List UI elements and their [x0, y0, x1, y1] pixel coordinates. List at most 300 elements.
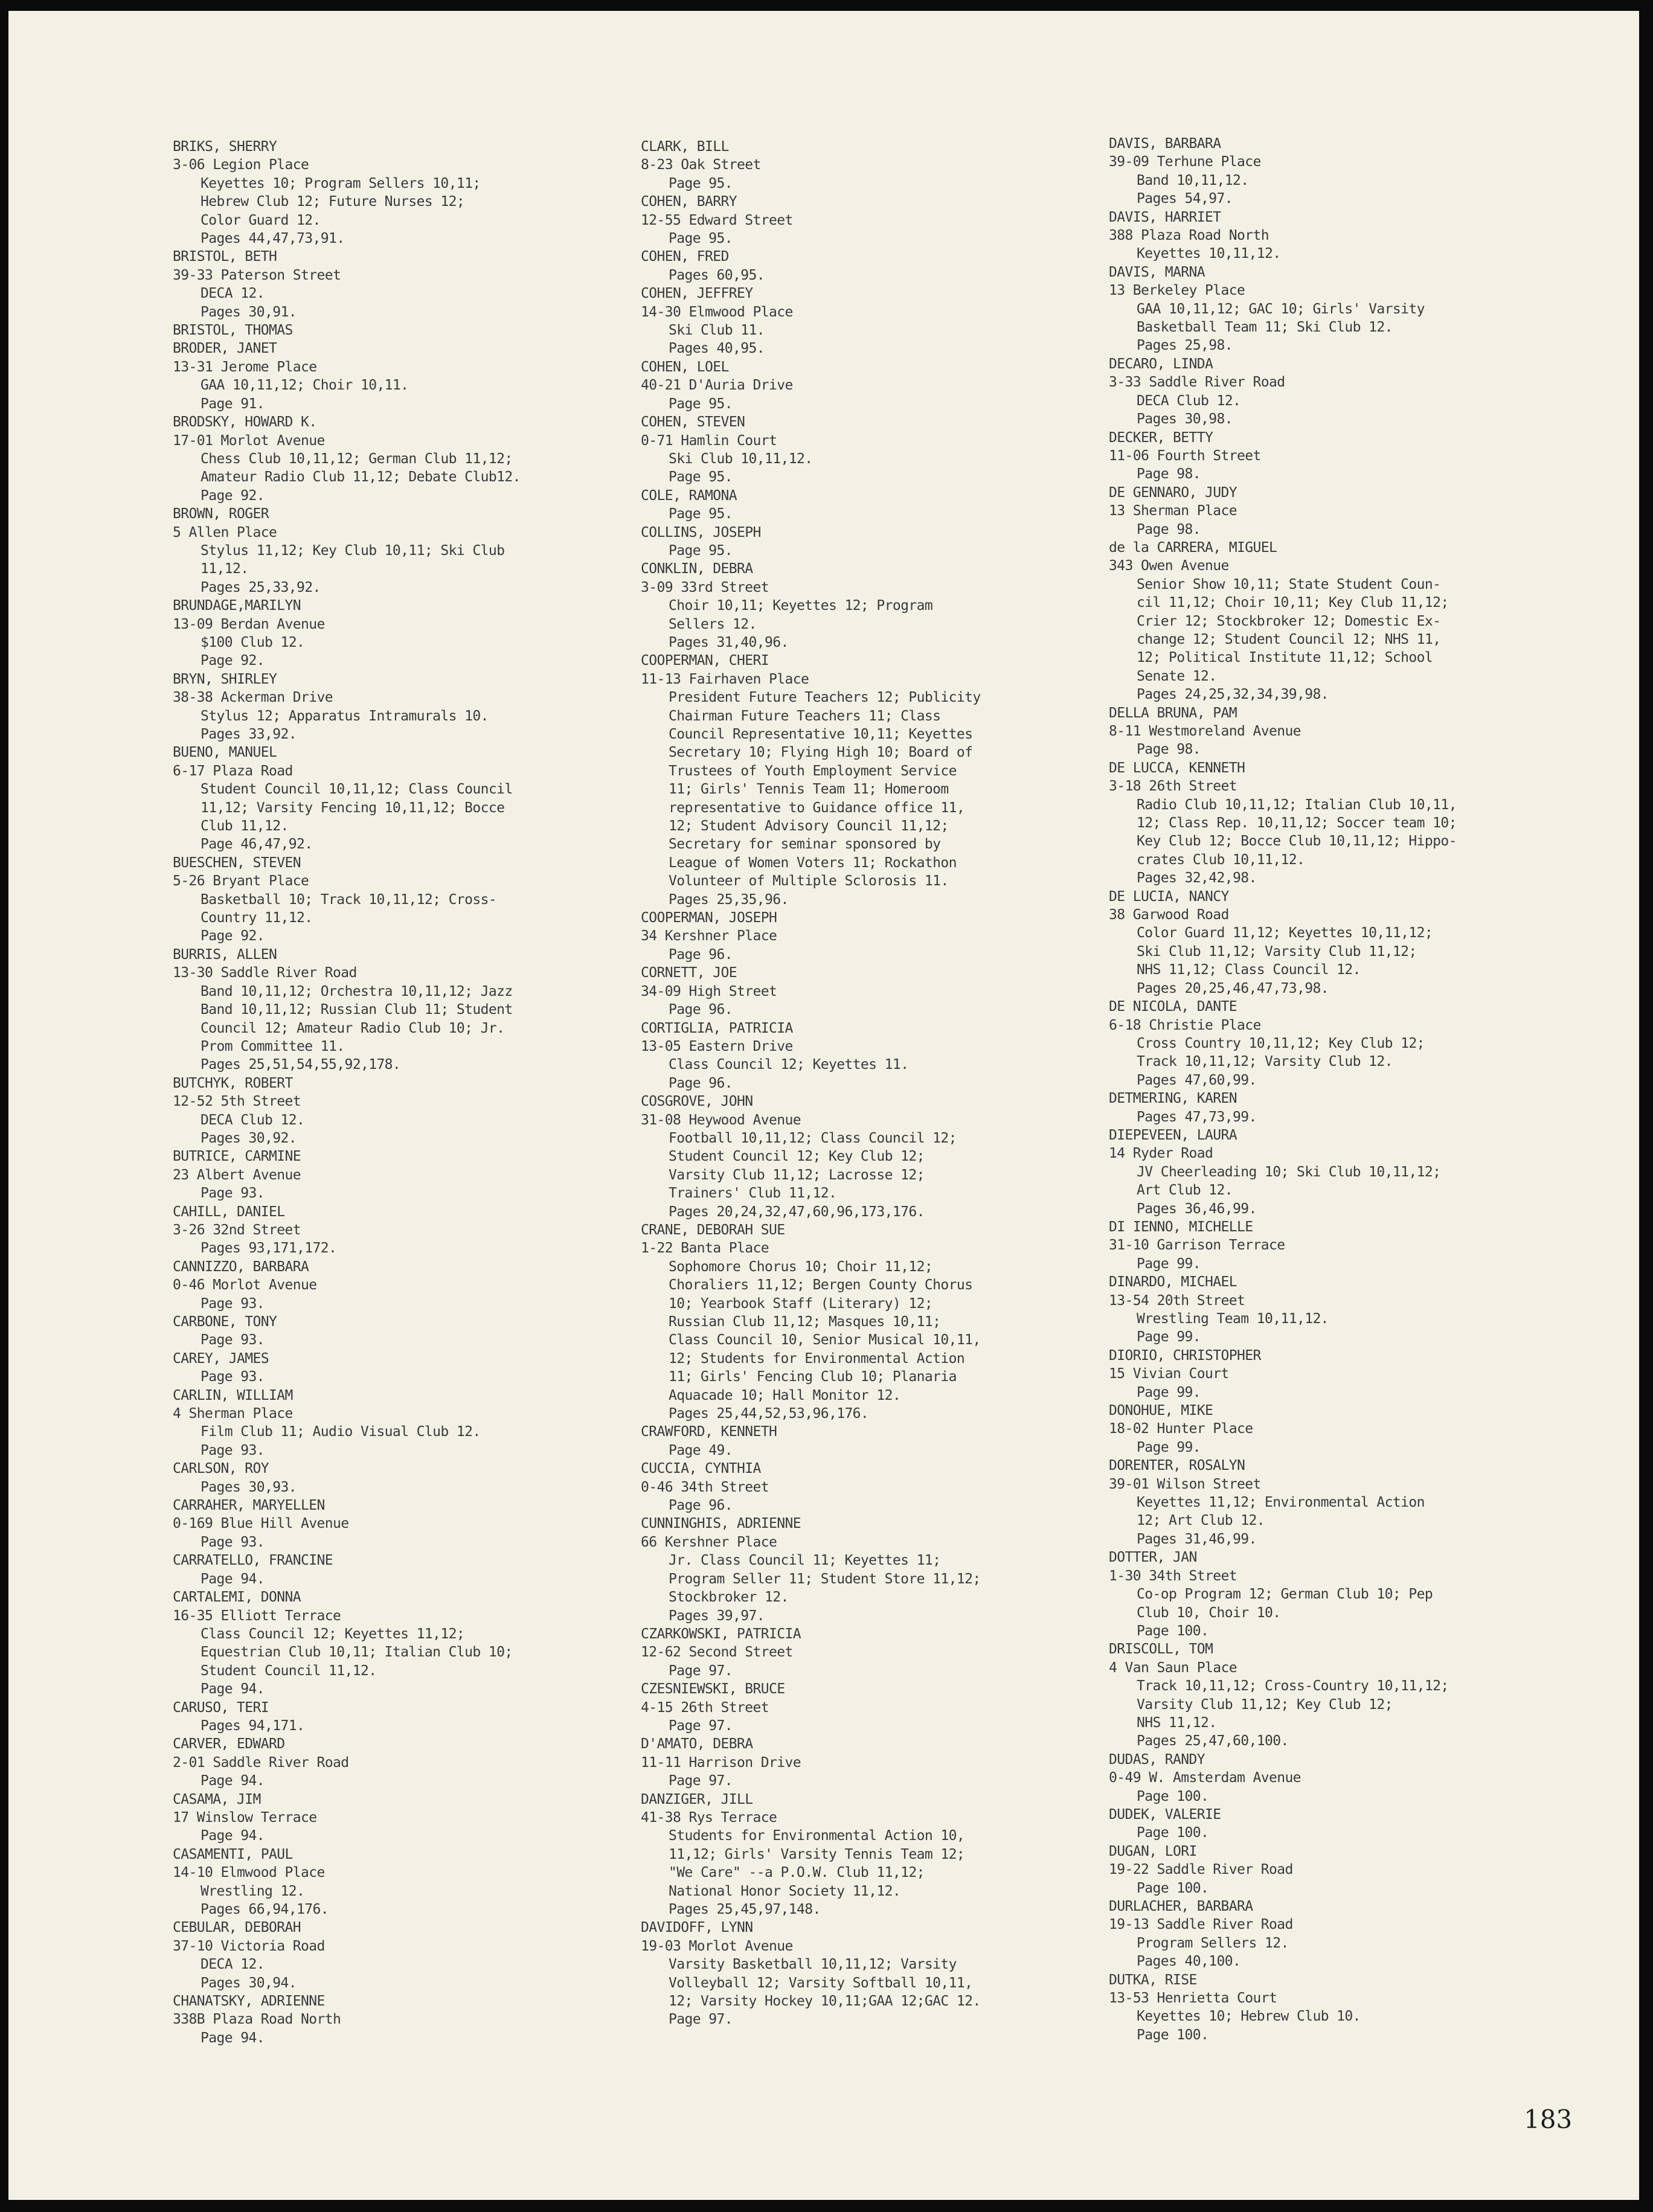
student-name: COOPERMAN, CHERI: [641, 653, 769, 669]
student-name: CAHILL, DANIEL: [173, 1204, 285, 1220]
activity-line: Page 100.: [1137, 1880, 1209, 1896]
student-address: 8-23 Oak Street: [641, 157, 761, 173]
student-address: 38 Garwood Road: [1109, 907, 1229, 923]
activity-line: Pages 25,45,97,148.: [669, 1902, 821, 1917]
activity-line: Key Club 12; Bocce Club 10,11,12; Hippo-: [1137, 833, 1457, 850]
index-entry: [1109, 208, 1568, 263]
index-column-2: [641, 138, 1100, 2029]
index-entry: [641, 358, 1100, 413]
activity-line: Hebrew Club 12; Future Nurses 12;: [201, 194, 465, 210]
index-entry: [641, 909, 1100, 964]
activity-line: Pages 93,171,172.: [201, 1240, 337, 1257]
index-entry: [1109, 1640, 1568, 1750]
student-address: 15 Vivian Court: [1109, 1366, 1229, 1382]
student-name: CORTIGLIA, PATRICIA: [641, 1020, 793, 1036]
activity-line: Page 100.: [1137, 1788, 1209, 1804]
index-entry: [173, 1074, 632, 1148]
student-address: 0-46 34th Street: [641, 1479, 769, 1495]
activity-line: Band 10,11,12.: [1137, 172, 1249, 188]
activity-line: DECA 12.: [201, 286, 265, 302]
index-entry: [173, 321, 632, 339]
student-address: 11-13 Fairhaven Place: [641, 671, 809, 687]
activity-line: NHS 11,12; Class Council 12.: [1137, 962, 1361, 978]
activity-line: Page 93.: [201, 1534, 265, 1550]
activity-line: Page 99.: [1137, 1384, 1201, 1400]
index-entry: [1109, 263, 1568, 355]
activity-line: Pages 40,100.: [1137, 1954, 1241, 1970]
index-entry: [1109, 1751, 1568, 1806]
student-name: CANNIZZO, BARBARA: [173, 1258, 309, 1275]
student-address: 338B Plaza Road North: [173, 2012, 341, 2028]
index-entry: [173, 413, 632, 505]
activity-line: Pages 25,33,92.: [201, 579, 321, 595]
index-entry: [1109, 998, 1568, 1089]
activity-line: Keyettes 10; Program Sellers 10,11;: [201, 175, 481, 191]
activity-line: DECA Club 12.: [201, 1112, 305, 1128]
activity-line: Student Council 12; Key Club 12;: [669, 1149, 925, 1165]
activity-line: Varsity Club 11,12; Key Club 12;: [1137, 1696, 1393, 1713]
student-name: CZARKOWSKI, PATRICIA: [641, 1626, 801, 1642]
activity-line: League of Women Voters 11; Rockathon: [669, 854, 957, 871]
activity-line: 11; Girls' Fencing Club 10; Planaria: [669, 1369, 957, 1385]
student-name: CARLIN, WILLIAM: [173, 1387, 293, 1403]
activity-line: Page 95.: [669, 542, 733, 559]
activity-line: Pages 25,44,52,53,96,176.: [669, 1406, 869, 1422]
student-name: CARRAHER, MARYELLEN: [173, 1498, 325, 1514]
student-name: CARUSO, TERI: [173, 1699, 269, 1716]
student-address: 11-11 Harrison Drive: [641, 1754, 801, 1771]
index-entry: [173, 1387, 632, 1460]
activity-line: Page 96.: [669, 1075, 733, 1091]
index-entry: [641, 560, 1100, 652]
activity-line: GAA 10,11,12; Choir 10,11.: [201, 377, 409, 394]
activity-line: 12; Class Rep. 10,11,12; Soccer team 10;: [1137, 815, 1457, 832]
index-entry: [173, 1313, 632, 1350]
student-address: 0-169 Blue Hill Avenue: [173, 1516, 349, 1532]
index-entry: [1109, 704, 1568, 759]
student-address: 343 Owen Avenue: [1109, 558, 1229, 574]
activity-line: Pages 30,92.: [201, 1130, 297, 1146]
student-address: 4-15 26th Street: [641, 1699, 769, 1716]
student-address: 31-08 Heywood Avenue: [641, 1112, 801, 1128]
activity-line: Senior Show 10,11; State Student Coun-: [1137, 576, 1441, 592]
activity-line: Color Guard 12.: [201, 212, 321, 228]
student-name: CRANE, DEBORAH SUE: [641, 1222, 785, 1238]
activity-line: Page 97.: [669, 1773, 733, 1789]
activity-line: Varsity Basketball 10,11,12; Varsity: [669, 1957, 957, 1973]
activity-line: Student Council 11,12.: [201, 1662, 377, 1679]
activity-line: Pages 20,24,32,47,60,96,173,176.: [669, 1204, 925, 1220]
student-name: DE GENNARO, JUDY: [1109, 484, 1237, 501]
student-address: 4 Sherman Place: [173, 1406, 293, 1422]
activity-line: cil 11,12; Choir 10,11; Key Club 11,12;: [1137, 595, 1449, 611]
activity-line: Pages 25,98.: [1137, 338, 1233, 354]
index-entry: [641, 1460, 1100, 1515]
index-entry: [641, 487, 1100, 524]
index-entry: [1109, 1457, 1568, 1548]
activity-line: Pages 32,42,98.: [1137, 870, 1257, 886]
student-address: 34 Kershner Place: [641, 928, 777, 944]
student-address: 6-18 Christie Place: [1109, 1017, 1261, 1033]
activity-line: Page 100.: [1137, 1623, 1209, 1639]
activity-line: Choraliers 11,12; Bergen County Chorus: [669, 1277, 973, 1294]
activity-line: Track 10,11,12; Cross-Country 10,11,12;: [1137, 1678, 1449, 1694]
student-address: 3-18 26th Street: [1109, 778, 1237, 795]
student-name: CONKLIN, DEBRA: [641, 561, 753, 577]
activity-line: Pages 44,47,73,91.: [201, 231, 345, 247]
student-address: 13-31 Jerome Place: [173, 359, 317, 375]
activity-line: Page 98.: [1137, 466, 1201, 482]
student-name: DAVIS, MARNA: [1109, 264, 1205, 280]
activity-line: Country 11,12.: [201, 910, 313, 926]
activity-line: Pages 33,92.: [201, 726, 297, 742]
index-entry: [641, 1221, 1100, 1423]
student-name: CARTALEMI, DONNA: [173, 1589, 301, 1606]
student-address: 40-21 D'Auria Drive: [641, 377, 793, 394]
activity-line: DECA 12.: [201, 1957, 265, 1973]
student-name: CARRATELLO, FRANCINE: [173, 1553, 333, 1569]
student-name: COOPERMAN, JOSEPH: [641, 910, 777, 926]
student-address: 12-62 Second Street: [641, 1644, 793, 1661]
student-name: DECKER, BETTY: [1109, 429, 1213, 446]
activity-line: Page 94.: [201, 1773, 265, 1789]
index-entry: [173, 1350, 632, 1387]
activity-line: Students for Environmental Action 10,: [669, 1828, 965, 1844]
index-entry: [1109, 759, 1568, 888]
index-entry: [173, 946, 632, 1074]
activity-line: Volunteer of Multiple Sclorosis 11.: [669, 873, 949, 890]
index-entry: [1109, 135, 1568, 208]
index-entry: [1109, 539, 1568, 704]
activity-line: Basketball Team 11; Ski Club 12.: [1137, 319, 1393, 336]
activity-line: 11,12; Girls' Varsity Tennis Team 12;: [669, 1846, 965, 1862]
student-name: DOTTER, JAN: [1109, 1550, 1197, 1566]
student-name: CARLSON, ROY: [173, 1461, 269, 1477]
student-address: 14-30 Elmwood Place: [641, 304, 793, 320]
index-entry: [1109, 1402, 1568, 1457]
index-entry: [173, 670, 632, 744]
activity-line: Page 93.: [201, 1332, 265, 1348]
index-entry: [173, 743, 632, 853]
activity-line: Pages 36,46,99.: [1137, 1201, 1257, 1217]
activity-line: Stylus 12; Apparatus Intramurals 10.: [201, 708, 489, 724]
activity-line: Film Club 11; Audio Visual Club 12.: [201, 1424, 481, 1440]
index-entry: [1109, 1273, 1568, 1347]
student-address: 38-38 Ackerman Drive: [173, 690, 333, 706]
index-entry: [173, 854, 632, 946]
index-entry: [1109, 1548, 1568, 1640]
student-address: 5-26 Bryant Place: [173, 873, 309, 890]
activity-line: GAA 10,11,12; GAC 10; Girls' Varsity: [1137, 301, 1425, 317]
student-address: 19-03 Morlot Avenue: [641, 1938, 793, 1954]
student-name: DONOHUE, MIKE: [1109, 1403, 1213, 1419]
activity-line: Equestrian Club 10,11; Italian Club 10;: [201, 1644, 513, 1661]
index-entry: [1109, 1842, 1568, 1897]
activity-line: Page 94.: [201, 1681, 265, 1697]
student-name: BRISTOL, BETH: [173, 249, 277, 265]
student-name: CUCCIA, CYNTHIA: [641, 1461, 761, 1477]
student-name: COSGROVE, JOHN: [641, 1094, 753, 1110]
activity-line: 12; Varsity Hockey 10,11;GAA 12;GAC 12.: [669, 1993, 981, 2010]
student-address: 388 Plaza Road North: [1109, 228, 1269, 244]
index-entry: [1109, 888, 1568, 998]
activity-line: Page 96.: [669, 1002, 733, 1018]
activity-line: Pages 20,25,46,47,73,98.: [1137, 980, 1329, 996]
student-name: DURLACHER, BARBARA: [1109, 1899, 1253, 1914]
index-entry: [173, 1203, 632, 1258]
activity-line: Keyettes 11,12; Environmental Action: [1137, 1495, 1425, 1511]
student-name: BRIKS, SHERRY: [173, 139, 277, 155]
student-name: CLARK, BILL: [641, 139, 729, 155]
student-name: DRISCOLL, TOM: [1109, 1641, 1213, 1658]
student-name: DANZIGER, JILL: [641, 1791, 753, 1807]
activity-line: Pages 30,94.: [201, 1975, 297, 1991]
activity-line: Senate 12.: [1137, 668, 1217, 684]
student-name: BURRIS, ALLEN: [173, 946, 277, 963]
student-name: COHEN, BARRY: [641, 194, 737, 210]
student-name: CUNNINGHIS, ADRIENNE: [641, 1516, 801, 1532]
yearbook-index-page: [8, 11, 1639, 2200]
student-name: CASAMA, JIM: [173, 1791, 261, 1807]
index-entry: [173, 1735, 632, 1790]
activity-line: President Future Teachers 12; Publicity: [669, 690, 981, 706]
activity-line: Pages 60,95.: [669, 267, 765, 283]
activity-line: 11; Girls' Tennis Team 11; Homeroom: [669, 781, 949, 798]
activity-line: Pages 25,35,96.: [669, 891, 789, 908]
activity-line: Page 92.: [201, 653, 265, 669]
activity-line: Cross Country 10,11,12; Key Club 12;: [1137, 1035, 1425, 1051]
index-entry: [1109, 1347, 1568, 1402]
student-address: 0-46 Morlot Avenue: [173, 1277, 317, 1294]
student-name: COHEN, STEVEN: [641, 414, 745, 431]
index-entry: [173, 248, 632, 321]
activity-line: Pages 54,97.: [1137, 191, 1233, 207]
student-name: D'AMATO, DEBRA: [641, 1736, 753, 1752]
student-name: BRODSKY, HOWARD K.: [173, 414, 317, 431]
student-address: 5 Allen Place: [173, 524, 277, 540]
student-name: BRISTOL, THOMAS: [173, 322, 293, 339]
activity-line: Page 99.: [1137, 1329, 1201, 1345]
student-address: 17-01 Morlot Avenue: [173, 432, 325, 449]
index-entry: [173, 339, 632, 413]
activity-line: Ski Club 11.: [669, 322, 765, 339]
index-entry: [173, 1992, 632, 2047]
student-address: 18-02 Hunter Place: [1109, 1421, 1253, 1437]
activity-line: Page 94.: [201, 2030, 265, 2046]
activity-line: Varsity Club 11,12; Lacrosse 12;: [669, 1167, 925, 1183]
activity-line: Trustees of Youth Employment Service: [669, 763, 957, 779]
index-entry: [173, 1551, 632, 1588]
student-name: COHEN, FRED: [641, 249, 729, 265]
index-entry: [641, 1092, 1100, 1221]
activity-line: Secretary 10; Flying High 10; Board of: [669, 745, 973, 761]
activity-line: 11,12; Varsity Fencing 10,11,12; Bocce: [201, 800, 505, 816]
page-number: 183: [1524, 2105, 1573, 2134]
activity-line: Aquacade 10; Hall Monitor 12.: [669, 1387, 901, 1403]
activity-line: Band 10,11,12; Orchestra 10,11,12; Jazz: [201, 983, 513, 999]
index-entry: [173, 1258, 632, 1313]
student-name: DE LUCCA, KENNETH: [1109, 760, 1245, 776]
student-name: DE LUCIA, NANCY: [1109, 888, 1229, 905]
student-address: 34-09 High Street: [641, 983, 777, 999]
index-entry: [641, 1735, 1100, 1790]
index-entry: [1109, 484, 1568, 539]
student-address: 13-30 Saddle River Road: [173, 965, 357, 981]
activity-line: Page 46,47,92.: [201, 836, 313, 853]
student-address: 1-30 34th Street: [1109, 1568, 1237, 1584]
student-name: BRUNDAGE,MARILYN: [173, 598, 301, 614]
student-name: BRODER, JANET: [173, 341, 277, 357]
index-entry: [641, 248, 1100, 284]
index-entry: [641, 413, 1100, 487]
activity-line: representative to Guidance office 11,: [669, 800, 965, 816]
activity-line: Pages 39,97.: [669, 1608, 765, 1624]
activity-line: Page 99.: [1137, 1439, 1201, 1455]
activity-line: Co-op Program 12; German Club 10; Pep: [1137, 1586, 1433, 1603]
activity-line: Pages 31,40,96.: [669, 634, 789, 650]
index-entry: [1109, 1971, 1568, 2045]
student-name: DI IENNO, MICHELLE: [1109, 1219, 1253, 1235]
activity-line: Art Club 12.: [1137, 1182, 1233, 1199]
index-entry: [173, 1845, 632, 1919]
activity-line: Student Council 10,11,12; Class Council: [201, 781, 513, 798]
student-name: DAVIDOFF, LYNN: [641, 1920, 753, 1936]
activity-line: Volleyball 12; Varsity Softball 10,11,: [669, 1975, 973, 1991]
activity-line: Page 96.: [669, 1498, 733, 1514]
student-address: 17 Winslow Terrace: [173, 1809, 317, 1826]
student-name: DIORIO, CHRISTOPHER: [1109, 1347, 1261, 1364]
student-address: 14-10 Elmwood Place: [173, 1865, 325, 1881]
index-entry: [641, 1680, 1100, 1735]
student-address: 6-17 Plaza Road: [173, 763, 293, 779]
activity-line: Club 11,12.: [201, 818, 289, 835]
student-name: DUDEK, VALERIE: [1109, 1806, 1221, 1822]
student-name: DAVIS, BARBARA: [1109, 136, 1221, 152]
activity-line: Russian Club 11,12; Masques 10,11;: [669, 1314, 941, 1330]
student-address: 2-01 Saddle River Road: [173, 1754, 349, 1771]
student-address: 16-35 Elliott Terrace: [173, 1608, 341, 1624]
student-address: 12-52 5th Street: [173, 1094, 301, 1110]
student-address: 4 Van Saun Place: [1109, 1659, 1237, 1676]
index-entry: [641, 524, 1100, 560]
student-address: 37-10 Victoria Road: [173, 1938, 325, 1954]
activity-line: Page 91.: [201, 396, 265, 412]
index-entry: [173, 1460, 632, 1496]
index-entry: [1109, 1897, 1568, 1971]
student-name: DECARO, LINDA: [1109, 356, 1213, 372]
activity-line: Page 97.: [669, 2012, 733, 2028]
activity-line: Trainers' Club 11,12.: [669, 1185, 837, 1202]
activity-line: Sophomore Chorus 10; Choir 11,12;: [669, 1258, 933, 1275]
student-address: 12-55 Edward Street: [641, 212, 793, 228]
activity-line: DECA Club 12.: [1137, 393, 1241, 409]
student-name: CASAMENTI, PAUL: [173, 1846, 293, 1862]
activity-line: Prom Committee 11.: [201, 1038, 345, 1054]
activity-line: Stylus 11,12; Key Club 10,11; Ski Club: [201, 542, 505, 559]
activity-line: Page 95.: [669, 506, 733, 522]
activity-line: Page 93.: [201, 1442, 265, 1458]
activity-line: Pages 66,94,176.: [201, 1902, 329, 1917]
index-entry: [1109, 429, 1568, 484]
student-name: BUTCHYK, ROBERT: [173, 1075, 293, 1091]
activity-line: $100 Club 12.: [201, 634, 305, 650]
student-address: 41-38 Rys Terrace: [641, 1809, 777, 1826]
index-entry: [1109, 1806, 1568, 1842]
activity-line: Page 93.: [201, 1295, 265, 1312]
activity-line: Amateur Radio Club 11,12; Debate Club12.: [201, 469, 521, 486]
activity-line: Page 95.: [669, 469, 733, 486]
index-entry: [173, 1699, 632, 1736]
student-name: COHEN, LOEL: [641, 359, 729, 375]
student-name: COHEN, JEFFREY: [641, 286, 753, 302]
activity-line: Keyettes 10,11,12.: [1137, 246, 1281, 262]
student-name: DORENTER, ROSALYN: [1109, 1458, 1245, 1474]
student-address: 13-09 Berdan Avenue: [173, 616, 325, 632]
student-name: BUENO, MANUEL: [173, 745, 277, 761]
activity-line: Program Seller 11; Student Store 11,12;: [669, 1571, 981, 1587]
activity-line: Chairman Future Teachers 11; Class: [669, 708, 941, 724]
activity-line: Council 12; Amateur Radio Club 10; Jr.: [201, 1020, 505, 1036]
index-entry: [641, 138, 1100, 193]
student-name: CZESNIEWSKI, BRUCE: [641, 1681, 785, 1697]
activity-line: Pages 40,95.: [669, 341, 765, 357]
activity-line: Ski Club 11,12; Varsity Club 11,12;: [1137, 943, 1417, 960]
activity-line: Secretary for seminar sponsored by: [669, 836, 941, 853]
index-entry: [173, 1790, 632, 1845]
student-address: 13 Berkeley Place: [1109, 283, 1245, 299]
student-address: 66 Kershner Place: [641, 1534, 777, 1550]
student-address: 3-06 Legion Place: [173, 157, 309, 173]
activity-line: Class Council 12; Keyettes 11.: [669, 1057, 909, 1073]
student-address: 3-09 33rd Street: [641, 579, 769, 595]
student-name: BROWN, ROGER: [173, 506, 269, 522]
activity-line: Pages 31,46,99.: [1137, 1531, 1257, 1547]
activity-line: Class Council 10, Senior Musical 10,11,: [669, 1332, 981, 1348]
activity-line: Pages 30,91.: [201, 304, 297, 320]
index-entry: [641, 652, 1100, 909]
activity-line: National Honor Society 11,12.: [669, 1883, 901, 1899]
index-entry: [173, 1496, 632, 1551]
activity-line: Class Council 12; Keyettes 11,12;: [201, 1626, 465, 1642]
student-address: 31-10 Garrison Terrace: [1109, 1237, 1285, 1254]
index-column-3: [1109, 135, 1568, 2044]
student-address: 0-71 Hamlin Court: [641, 432, 777, 449]
activity-line: 10; Yearbook Staff (Literary) 12;: [669, 1295, 933, 1312]
activity-line: Page 97.: [669, 1662, 733, 1679]
activity-line: Page 95.: [669, 396, 733, 412]
activity-line: 12; Art Club 12.: [1137, 1513, 1265, 1529]
student-name: DELLA BRUNA, PAM: [1109, 705, 1237, 721]
student-name: CAREY, JAMES: [173, 1350, 269, 1367]
activity-line: Page 49.: [669, 1442, 733, 1458]
activity-line: Basketball 10; Track 10,11,12; Cross-: [201, 891, 497, 908]
activity-line: Wrestling 12.: [201, 1883, 305, 1899]
activity-line: Page 95.: [669, 175, 733, 191]
activity-line: Chess Club 10,11,12; German Club 11,12;: [201, 450, 513, 467]
activity-line: "We Care" --a P.O.W. Club 11,12;: [669, 1865, 925, 1881]
student-address: 11-06 Fourth Street: [1109, 447, 1261, 464]
activity-line: Page 97.: [669, 1717, 733, 1734]
activity-line: Page 100.: [1137, 2027, 1209, 2043]
student-address: 39-09 Terhune Place: [1109, 154, 1261, 170]
activity-line: Pages 25,51,54,55,92,178.: [201, 1057, 401, 1073]
activity-line: Radio Club 10,11,12; Italian Club 10,11,: [1137, 797, 1457, 813]
student-name: BRYN, SHIRLEY: [173, 671, 277, 687]
activity-line: crates Club 10,11,12.: [1137, 851, 1305, 868]
index-entry: [641, 1625, 1100, 1680]
activity-line: Sellers 12.: [669, 616, 757, 632]
activity-line: Choir 10,11; Keyettes 12; Program: [669, 598, 933, 614]
